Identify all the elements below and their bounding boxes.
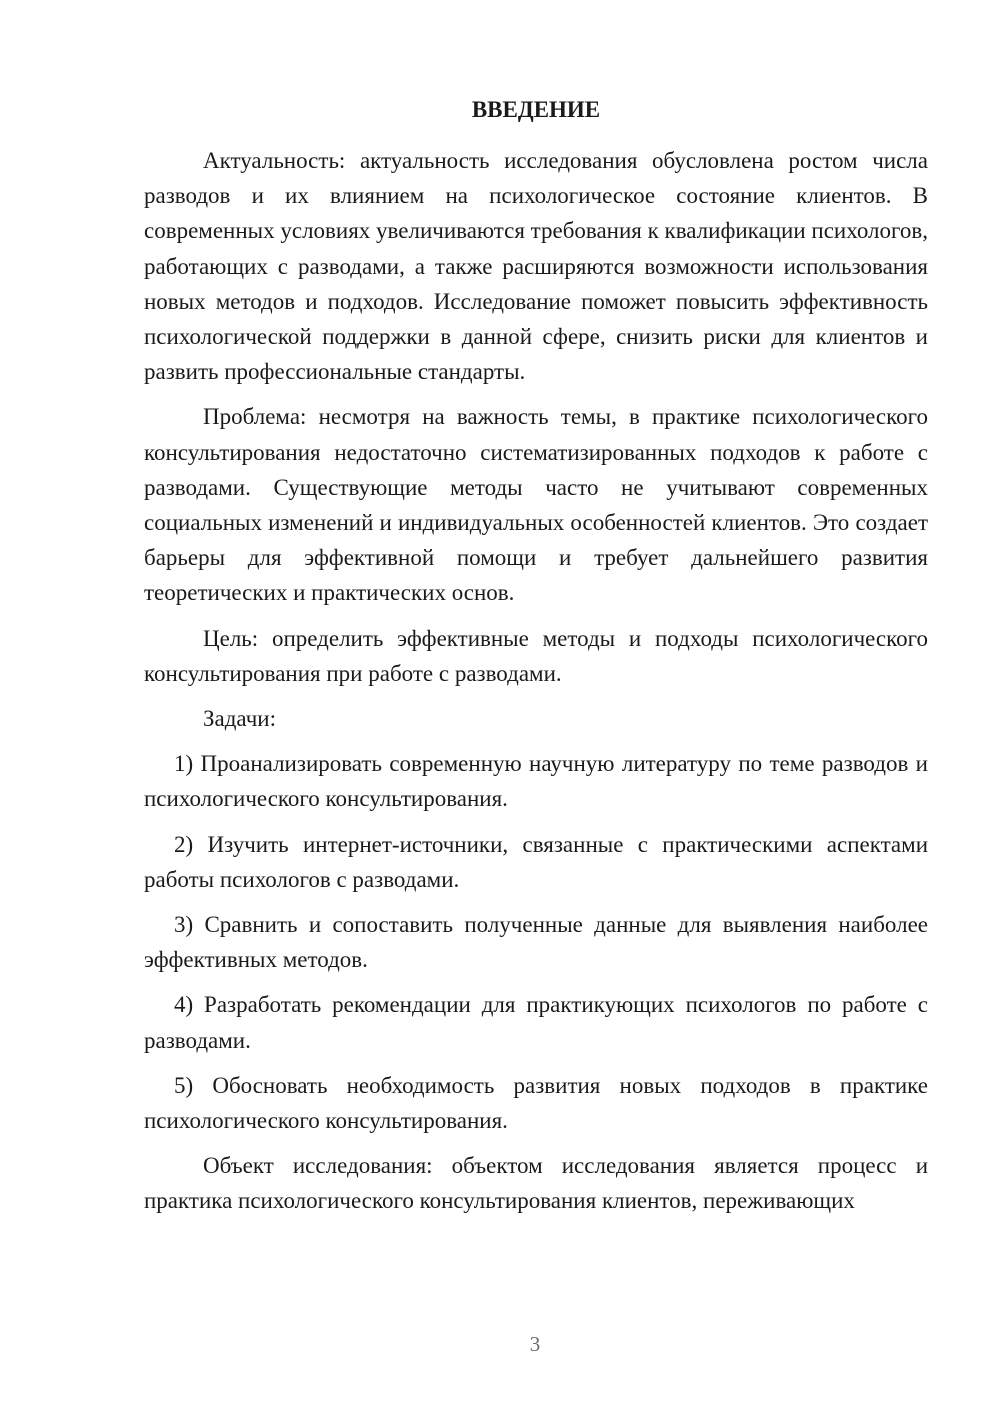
document-page: [144, 92, 928, 1219]
task-item-2: 2) Изучить интернет-источники, связанные с практическими аспектами работы психологов с разводами.: [144, 831, 928, 892]
page-number: 3: [529, 1332, 541, 1356]
paragraph-goal: Цель: определить эффективные методы и подходы психологического консультирования при работе с разводами.: [144, 625, 928, 686]
task-item-3: 3) Сравнить и сопоставить полученные данные для выявления наиболее эффективных методов.: [144, 912, 928, 973]
tasks-label: Задачи:: [203, 706, 276, 732]
task-item-1: 1) Проанализировать современную научную литературу по теме разводов и психологического консультирования.: [144, 751, 928, 812]
section-heading: ВВЕДЕНИЕ: [471, 97, 601, 122]
task-item-5: 5) Обосновать необходимость развития новых подходов в практике психологического консультирования.: [144, 1072, 928, 1134]
paragraph-problem: Проблема: несмотря на важность темы, в практике психологического консультирования недостаточно систематизированных подходов к работе с разводами. Существующие методы часто не учитывают современных социальных изменений и индивидуальных особенностей клиентов. Это создает барьеры для эффективной помощи и требует дальнейшего развития теоретических и практических основ.: [144, 404, 928, 606]
task-item-4: 4) Разработать рекомендации для практикующих психологов по работе с разводами.: [144, 992, 928, 1053]
paragraph-relevance: Актуальность: актуальность исследования обусловлена ростом числа разводов и их влиянием на психологическое состояние клиентов. В современных условиях увеличиваются требования к квалификации психологов, работающих с разводами, а также расширяются возможности использования новых методов и подходов. Исследование поможет повысить эффективность психологической поддержки в данной сфере, снизить риски для клиентов и развить профессиональные стандарты.: [144, 148, 928, 385]
paragraph-object: Объект исследования: объектом исследования является процесс и практика психологического консультирования клиентов, переживающих: [144, 1153, 928, 1214]
